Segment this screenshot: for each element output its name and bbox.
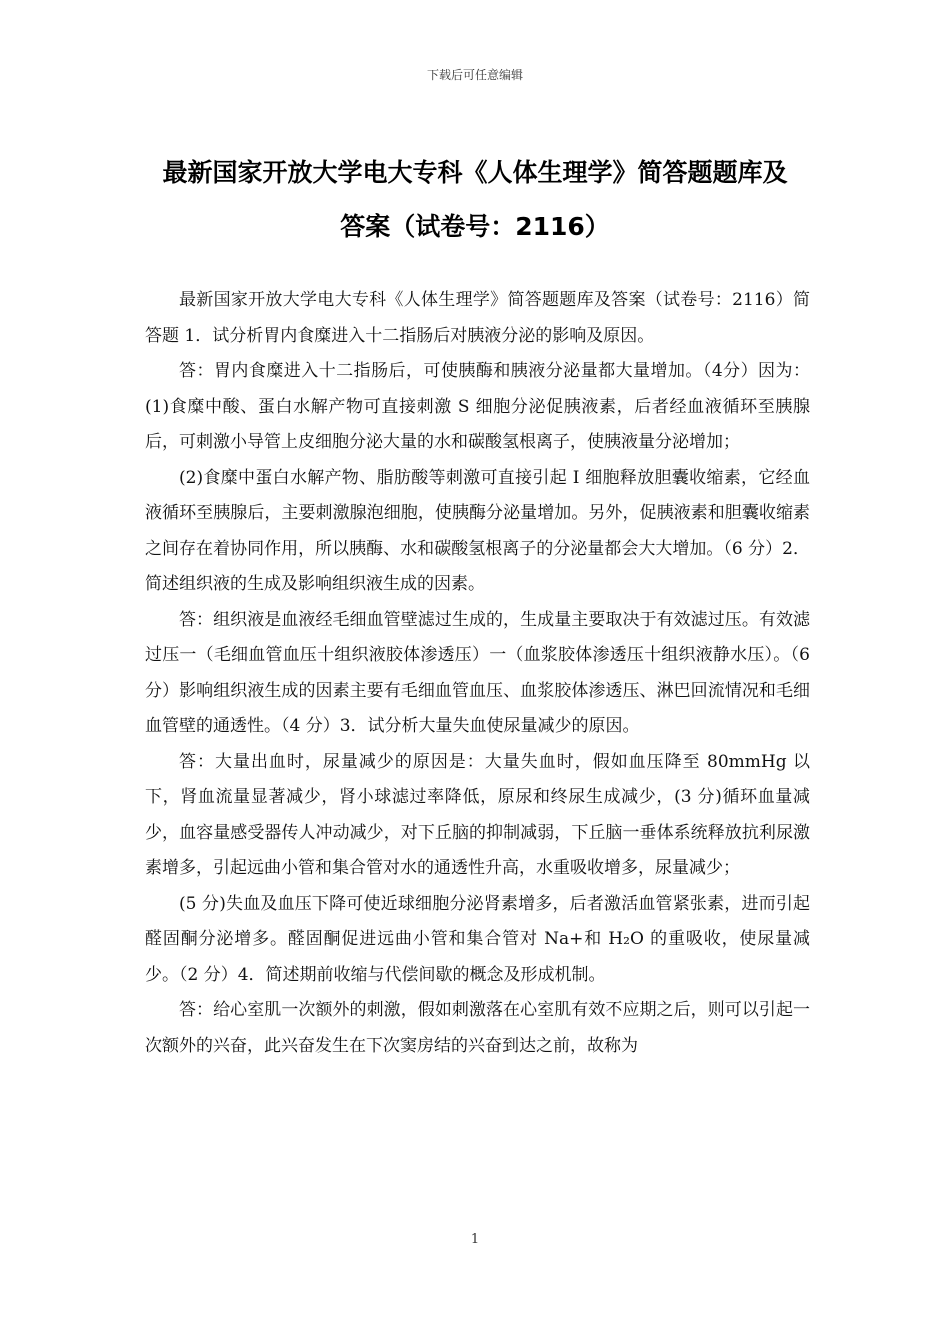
body-paragraph: (2)食糜中蛋白水解产物、脂肪酸等刺激可直接引起 I 细胞释放胆囊收缩素，它经血液循环至胰腺后，主要刺激腺泡细胞，使胰酶分泌量增加。另外，促胰液素和胆囊收缩素之间存在着协同作用，所以胰酶、水和碳酸氢根离子的分泌量都会大大增加。（6 分）2．简述组织液的生成及影响组织液生成的因素。 bbox=[145, 467, 810, 594]
document-title bbox=[130, 146, 820, 254]
document-body bbox=[145, 283, 810, 1064]
body-paragraph: 答：胃内食糜进入十二指肠后，可使胰酶和胰液分泌量都大量增加。（4分）因为：(1)食糜中酸、蛋白水解产物可直接刺激 S 细胞分泌促胰液素，后者经血液循环至胰腺后，可刺激小导管上皮细胞分泌大量的水和碳酸氢根离子，使胰液量分泌增加； bbox=[145, 361, 810, 452]
body-paragraph: 答：组织液是血液经毛细血管壁滤过生成的，生成量主要取决于有效滤过压。有效滤过压一（毛细血管血压十组织液胶体渗透压）一（血浆胶体渗透压十组织液静水压）。（6 分）影响组织液生成的因素主要有毛细血管血压、血浆胶体渗透压、淋巴回流情况和毛细血管壁的通透性。（4 分）3．试分析大量失血使尿量减少的原因。 bbox=[145, 609, 810, 736]
page-header: 下载后可任意编辑 bbox=[426, 68, 523, 82]
page-number: 1 bbox=[470, 1232, 480, 1247]
body-paragraph: 最新国家开放大学电大专科《人体生理学》简答题题库及答案（试卷号：2116）简答题 1．试分析胃内食糜进入十二指肠后对胰液分泌的影响及原因。 bbox=[145, 290, 810, 346]
body-paragraph: (5 分)失血及血压下降可使近球细胞分泌肾素增多，后者激活血管紧张素，进而引起醛固酮分泌增多。醛固酮促进远曲小管和集合管对 Na+和 H₂O 的重吸收，使尿量减少。（2 分）4．简述期前收缩与代偿间歇的概念及形成机制。 bbox=[145, 893, 810, 985]
body-paragraph: 答：给心室肌一次额外的刺激，假如刺激落在心室肌有效不应期之后，则可以引起一次额外的兴奋，此兴奋发生在下次窦房结的兴奋到达之前，故称为 bbox=[145, 1000, 810, 1056]
title-line-2: 答案（试卷号：2116） bbox=[340, 212, 610, 241]
body-paragraph: 答：大量出血时，尿量减少的原因是：大量失血时，假如血压降至 80mmHg 以下，肾血流量显著减少，肾小球滤过率降低，原尿和终尿生成减少，(3 分)循环血量减少，血容量感受器传人冲动减少，对下丘脑的抑制减弱，下丘脑一垂体系统释放抗利尿激素增多，引起远曲小管和集合管对水的通透性升高，水重吸收增多，尿量减少； bbox=[145, 751, 810, 878]
title-line-1: 最新国家开放大学电大专科《人体生理学》简答题题库及 bbox=[162, 158, 788, 187]
